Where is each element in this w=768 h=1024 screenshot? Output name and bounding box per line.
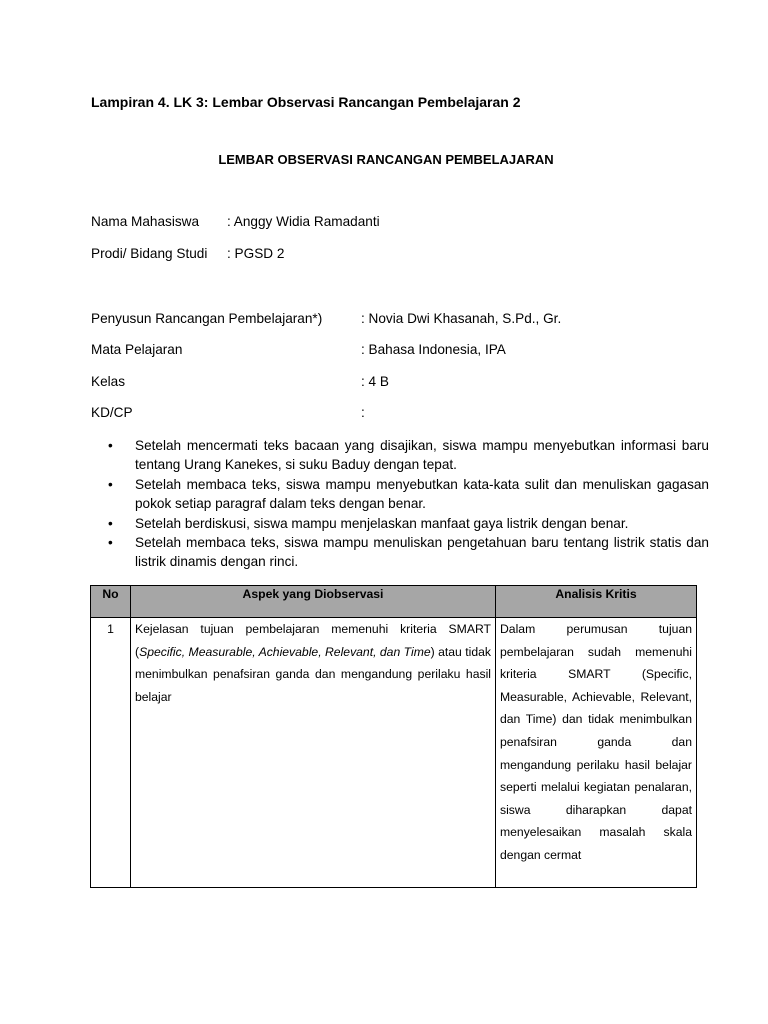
aspek-text-part1: Kejelasan tujuan pembelajaran memenuhi kriteria SMART (	[135, 622, 491, 659]
aspek-text-part2: ) atau tidak menimbulkan penafsiran ganda dan mengandung perilaku hasil belajar	[135, 644, 491, 704]
analisis-text: Dalam perumusan tujuan pembelajaran sudah memenuhi kriteria SMART (Specific, Measurable, Achievable, Relevant, dan Time) dan tidak menimbulkan penafsiran ganda dan mengandung perilaku hasil belajar seperti melalui kegiatan penalaran, siswa diharapkan dapat menyelesaikan masalah skala dengan cermat	[500, 622, 692, 862]
mapel-value: : Bahasa Indonesia, IPA	[361, 342, 506, 357]
observation-table	[90, 585, 697, 888]
cell-aspek	[131, 618, 496, 888]
nama-value: : Anggy Widia Ramadanti	[227, 214, 380, 229]
mapel-label: Mata Pelajaran	[91, 342, 183, 357]
page-heading: Lampiran 4. LK 3: Lembar Observasi Rancangan Pembelajaran 2	[91, 94, 521, 110]
cell-no: 1	[91, 618, 131, 888]
kdcp-value: :	[361, 405, 365, 420]
kdcp-label: KD/CP	[91, 405, 133, 420]
header-no: No	[91, 586, 131, 618]
nama-label: Nama Mahasiswa	[91, 214, 200, 229]
form-title: LEMBAR OBSERVASI RANCANGAN PEMBELAJARAN	[218, 152, 554, 167]
objective-item: • Setelah berdiskusi, siswa mampu menjelaskan manfaat gaya listrik dengan benar.	[135, 514, 709, 533]
prodi-value: : PGSD 2	[227, 246, 285, 261]
header-aspek: Aspek yang Diobservasi	[131, 586, 496, 618]
prodi-label: Prodi/ Bidang Studi	[91, 246, 208, 261]
kelas-label: Kelas	[91, 374, 126, 389]
table-header-row	[91, 586, 697, 618]
objective-item: • Setelah membaca teks, siswa mampu menuliskan pengetahuan baru tentang listrik statis dan listrik dinamis dengan rinci.	[135, 533, 709, 572]
penyusun-label: Penyusun Rancangan Pembelajaran*)	[91, 311, 323, 326]
kelas-value: : 4 B	[361, 374, 389, 389]
cell-analisis	[496, 618, 697, 888]
objective-item: • Setelah mencermati teks bacaan yang disajikan, siswa mampu menyebutkan informasi baru tentang Urang Kanekes, si suku Baduy dengan tepat.	[135, 436, 709, 475]
header-analisis: Analisis Kritis	[496, 586, 697, 618]
penyusun-value: : Novia Dwi Khasanah, S.Pd., Gr.	[361, 311, 562, 326]
table-row	[91, 618, 697, 888]
aspek-text-italic: Specific, Measurable, Achievable, Relevant, dan Time	[139, 644, 431, 659]
objective-item: • Setelah membaca teks, siswa mampu menyebutkan kata-kata sulit dan menuliskan gagasan pokok setiap paragraf dalam teks dengan benar.	[135, 475, 709, 514]
objectives-list	[108, 436, 709, 572]
aspek-text	[135, 618, 491, 708]
